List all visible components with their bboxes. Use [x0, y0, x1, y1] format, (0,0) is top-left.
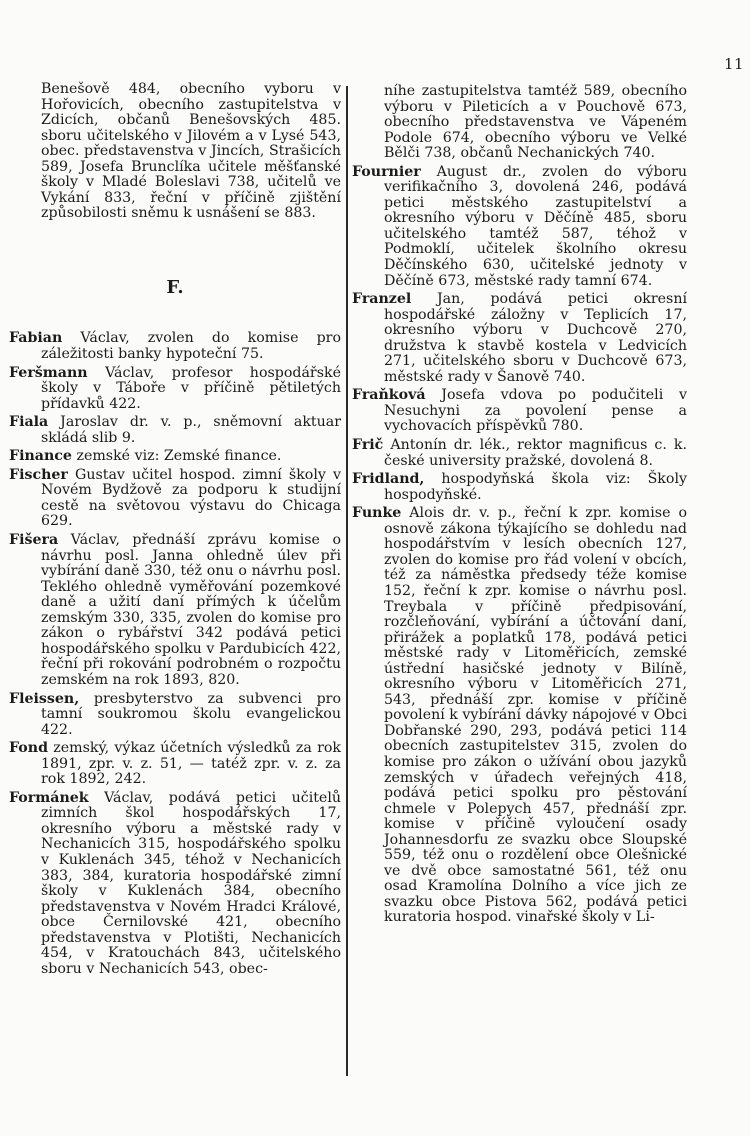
entry-text: Antonín dr. lék., rektor magnificus c. k. české university pražské, dovolená 8. [383, 437, 687, 469]
index-entry [9, 533, 341, 688]
index-entry [352, 165, 687, 289]
right-column [352, 84, 687, 929]
entry-text: zemský, výkaz účetních výsledků za rok 1891, zpr. v. z. 51, — tatéž zpr. v. z. za rok 1892, 242. [41, 740, 341, 788]
entry-text: Jan, podává petici okresní hospodářské záložny v Teplicích 17, okresního výboru v Duchcově 270, družstva k stavbě kostela v Ledvicích 271, učitelského sboru v Duchcově 673, městské rady v Šanově 740. [384, 291, 687, 385]
entry-text: hospodyňská škola viz: Školy hospodyňské. [384, 471, 687, 503]
entry-headword: Fischer [9, 466, 68, 483]
entry-headword: Fond [9, 740, 48, 757]
section-letter: F. [166, 276, 184, 298]
entry-headword: Fišera [9, 532, 59, 549]
page-number: 11 [724, 55, 745, 73]
index-entry [352, 388, 687, 435]
entry-text: August dr., zvolen do výboru verifikačního 3, dovolená 246, podává petici městského zastupitelství a okresního výboru v Děčíně 485, sboru učitelského tamtéž 587, téhož v Podmoklí, učitelek školního okresu Děčínského 630, učitelské jednoty v Děčíně 673, městské rady tamní 674. [384, 163, 687, 289]
entry-text: Alois dr. v. p., řeční k zpr. komise o osnově zákona týkajícího se dohledu nad hospodářstvím v lesích obecních 127, zvolen do komise pro řád volení v obcích, též za náměstka předsedy téže komise 152, řeční k zpr. komise o návrhu posl. Treybala v příčině předpisování, rozčleňování, vybírání a účtování daní, přirážek a poplatků 178, podává petici městské rady v Litoměřicích, zemské ústřední hasičské jednoty v Bilíně, okresního výboru v Litoměřicích 271, 543, přednáší zpr. komise v příčině povolení k vybírání dávky nápojové v Obci Dobřanské 290, 293, podává petici 114 obecních zastupitelstev 315, zvolen do komise pro zákon o užívání obou jazyků zemských v úřadech veřejných 418, podává petici spolku pro pěstování chmele v Polepych 457, přednáší zpr. komise v příčině vyloučení osady Johannesdorfu ze svazku obce Sloupské 559, též onu o rozdělení obce Olešnické ve dvě obce samostatné 561, též onu osad Kramolína Dolního a více jich ze svazku obce Pistova 562, podává petici kuratoria hospod. vinařské školy v Li- [384, 505, 687, 926]
entry-headword: Fridland, [352, 471, 425, 488]
entry-headword: Fraňková [352, 387, 426, 404]
column-divider [346, 86, 348, 1076]
entry-text: Václav, profesor hospodářské školy v Táboře v příčině pětiletých přídavků 422. [41, 364, 341, 412]
index-entry [9, 449, 341, 465]
entry-headword: Fabian [9, 330, 63, 347]
entry-text: Václav, podává petici učitelů zimních škol hospodářských 17, okresního výboru a městské rady v Nechanicích 315, hospodářského spolku v Kuklenách 345, téhož v Nechanicích 383, 384, kuratoria hospodářské zimní školy v Kuklenách 384, obecního představenstva v Novém Hradci Králové, obce Černilovské 421, obecního představenstva v Plotišti, Nechanicích 454, v Kratouchách 843, učitelského sboru v Nechanicích 543, obec- [41, 789, 341, 977]
entry-text: Václav, přednáší zprávu komise o návrhu posl. Janna ohledně úlev při vybírání daně 330, též onu o návrhu posl. Teklého ohledně vyměřování pozemkové daně a užití daní přímých k účelům zemským 330, 335, zvolen do komise pro zákon o rybářství 342 podává petici hospodářského spolku v Pardubicích 422, řeční při rokování podrobném o rozpočtu zemském na rok 1893, 820. [41, 532, 341, 688]
entry-headword: Fiala [9, 414, 49, 431]
entry-headword: Fournier [352, 163, 421, 180]
index-entry [352, 438, 687, 469]
index-entries [352, 165, 687, 926]
entry-text: Václav, zvolen do komise pro záležitosti banky hypoteční 75. [41, 330, 341, 363]
entry-headword: Finance [9, 448, 72, 465]
continued-entry-text: níhe zastupitelstva tamtéž 589, obecního výboru v Pileticích a v Pouchově 673, obecního představenstva ve Vápeném Podole 674, obecního výboru ve Velké Bělči 738, občanů Nechanických 740. [384, 83, 687, 162]
entry-text: Gustav učitel hospod. zimní školy v Novém Bydžově za podporu k studijní cestě na světovou výstavu do Chicaga 629. [41, 466, 341, 530]
index-entry [352, 292, 687, 385]
entry-headword: Franzel [352, 291, 412, 308]
entry-text: presbyterstvo za subvenci pro tamní soukromou školu evangelickou 422. [41, 690, 341, 738]
entry-headword: Funke [352, 505, 402, 522]
entry-headword: Formánek [9, 789, 89, 806]
index-entries [9, 331, 341, 977]
index-entry [9, 741, 341, 788]
index-entry [9, 468, 341, 530]
index-entry [9, 366, 341, 413]
entry-headword: Fleissen, [9, 690, 80, 707]
entry-text: Jaroslav dr. v. p., sněmovní aktuar skládá slib 9. [41, 414, 341, 446]
entry-headword: Frič [352, 437, 384, 454]
continued-entry-text: Benešově 484, obecního vyboru v Hořovicích, obecního zastupitelstva v Zdicích, občanů Benešovských 485. sboru učitelského v Jilovém a v Lysé 543, obec. představenstva v Jincích, Strašicích 589, Josefa Brunclíka učitele měšťanské školy v Mladé Boleslavi 738, učitelů ve Vykání 833, řeční v příčině zjištění způsobilosti sněmu k usnášení se 883. [41, 81, 341, 222]
entry-text: Josefa vdova po podučiteli v Nesuchyni za povolení pense a vychovacích příspěvků 780. [384, 387, 687, 435]
index-entry [352, 506, 687, 926]
entry-text: zemské viz: Zemské finance. [71, 448, 282, 465]
index-entry [352, 472, 687, 503]
index-entry [9, 415, 341, 446]
index-entry [9, 791, 341, 978]
left-column [9, 82, 341, 980]
index-entry [9, 331, 341, 362]
index-entry [9, 692, 341, 739]
entry-headword: Feršmann [9, 364, 88, 381]
